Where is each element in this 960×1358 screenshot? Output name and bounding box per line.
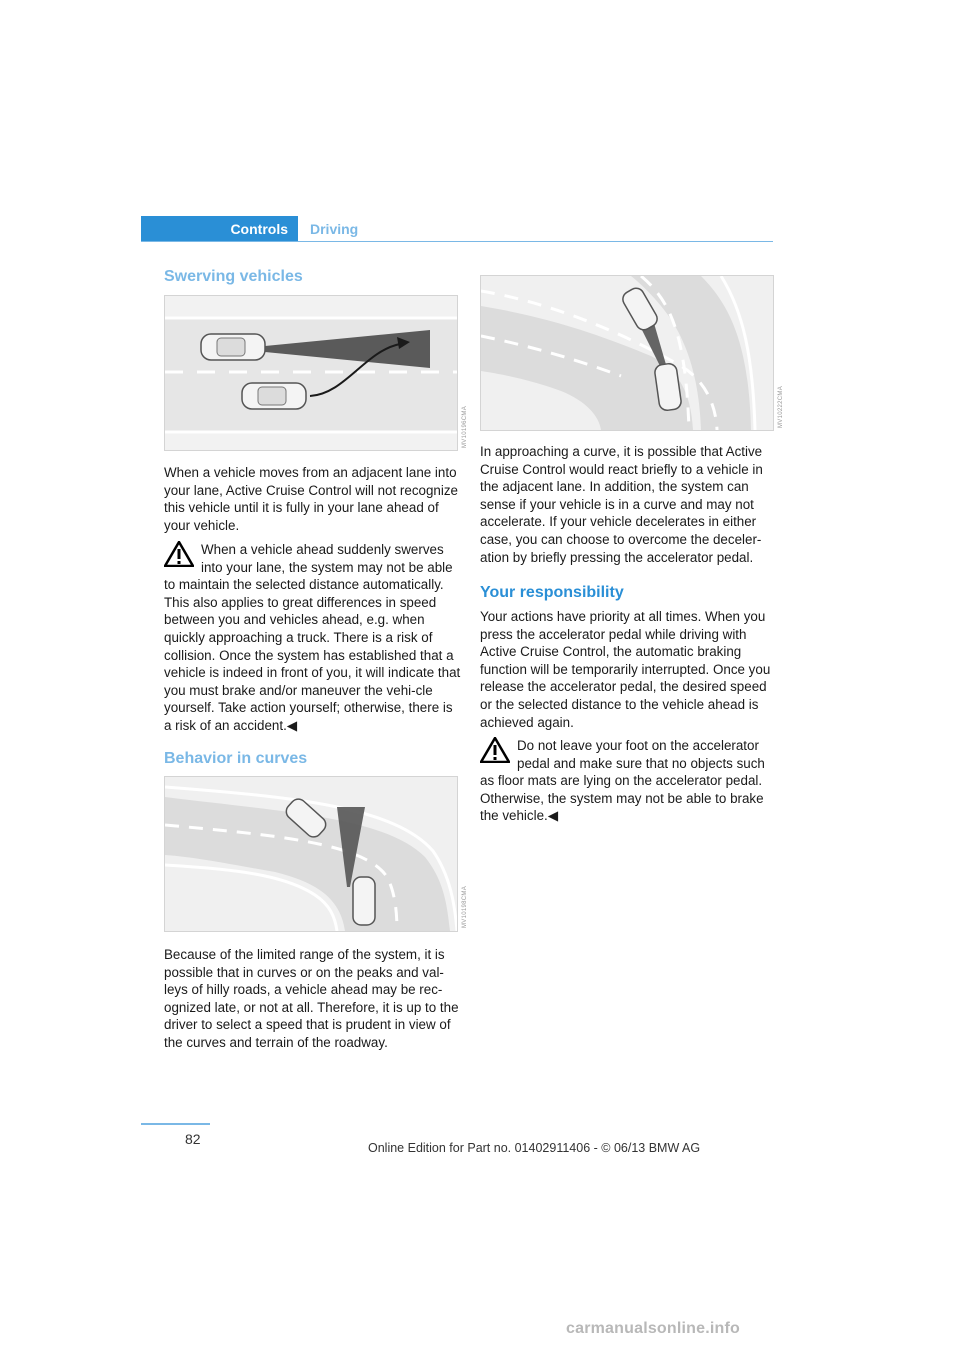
watermark: carmanualsonline.info: [566, 1320, 741, 1337]
section-title-curves: Behavior in curves: [164, 750, 308, 767]
swerving-warning-first: When a vehicle ahead suddenly swerves into your lane, the system may not be able: [201, 542, 453, 575]
curves-body: Because of the limited range of the system, it is possible that in curves or on the peaks and val-leys of hilly roads, a vehicle ahead may be rec-ognized late, or not at all. Therefore, it is up to the driver to select a speed that is prudent in view of the curves and terrain of the roadway.: [164, 947, 459, 1050]
responsibility-body: Your actions have priority at all times. When you press the accelerator pedal while driving with Active Cruise Control, the automatic braking function will be temporarily interrupted. Once you release the accelerator pedal, the desired speed or the selected distance to the vehicle ahead is achieved again.: [480, 609, 771, 730]
swerving-warning: [164, 541, 462, 735]
header-rule: [141, 241, 773, 242]
tab-driving[interactable]: Driving: [310, 221, 359, 237]
warning-triangle-icon: [480, 737, 510, 763]
figure-id-curve-adjacent: MV10222CMA: [778, 385, 784, 428]
section-title-swerving: Swerving vehicles: [164, 268, 303, 285]
edition-line: Online Edition for Part no. 01402911406 - © 06/13 BMW AG: [368, 1141, 701, 1155]
responsibility-warning: [480, 737, 776, 825]
warning-triangle-icon: [164, 541, 194, 567]
swerving-body: When a vehicle moves from an adjacent lane into your lane, Active Cruise Control will not recognize this vehicle until it is fully in your lane ahead of your vehicle.: [164, 465, 458, 533]
figure-id-curves: MV10198CMA: [462, 885, 468, 928]
responsibility-warning-first: Do not leave your foot on the accelerator pedal and make sure that no objects such: [517, 738, 765, 771]
curve-adjacent-body: In approaching a curve, it is possible that Active Cruise Control would react briefly to a vehicle in the adjacent lane. In addition, the system can sense if your vehicle is in a curve and may not accelerate. If your vehicle decelerates in either case, you can choose to overcome the deceler-ation by briefly pressing the accelerator pedal.: [480, 444, 763, 565]
responsibility-warning-rest: as floor mats are lying on the accelerator pedal. Otherwise, the system may not be able to brake the vehicle.◀: [480, 773, 764, 824]
figure-curve-adjacent-lane: [480, 275, 774, 431]
page-number: 82: [185, 1131, 201, 1147]
footer-rule: [141, 1123, 210, 1125]
section-title-responsibility: Your responsibility: [480, 584, 624, 601]
figure-id-swerving: MV10196CMA: [462, 405, 468, 448]
figure-swerving-vehicles: [164, 295, 458, 451]
swerving-warning-rest: to maintain the selected distance automatically. This also applies to great differences in speed between you and vehicles ahead, e.g. when quickly approaching a truck. There is a risk of collision. Once the system has established that a vehicle is indeed in front of you, it will indicate that you must brake and/or maneuver the vehi-cle yourself. Take action yourself; otherwise, there is a risk of an accident.◀: [164, 577, 461, 733]
tab-controls[interactable]: Controls: [141, 216, 298, 242]
figure-behavior-in-curves: [164, 776, 458, 932]
